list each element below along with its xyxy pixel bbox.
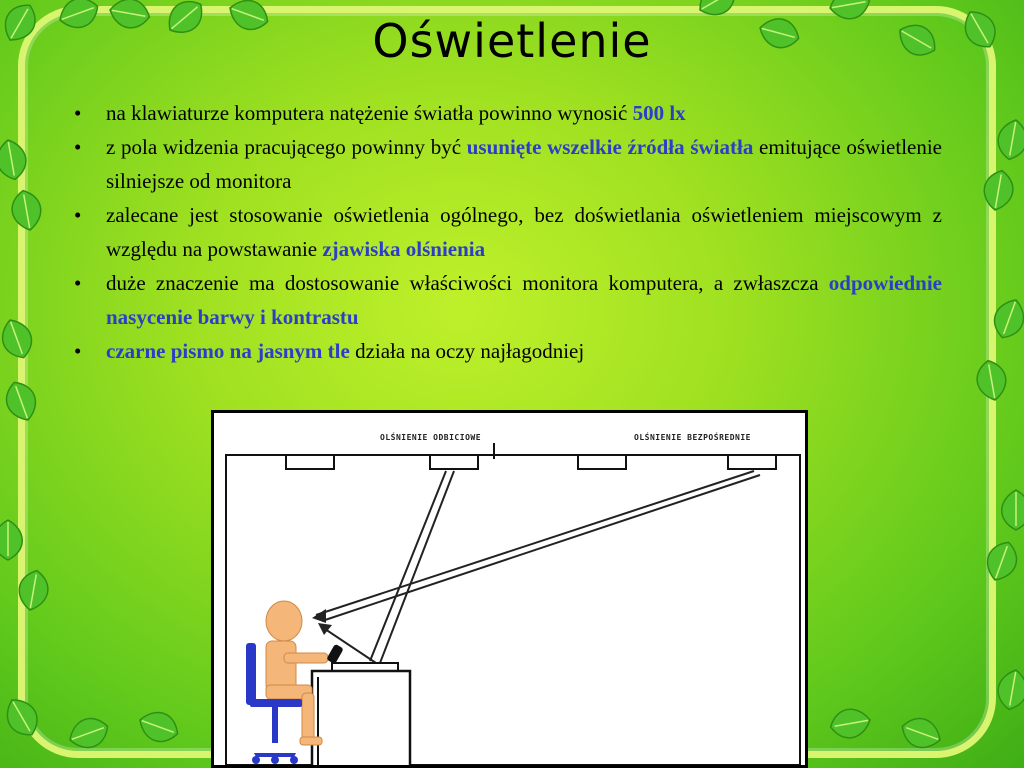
bullet-item: [72, 96, 942, 130]
bullet-item: [72, 334, 942, 368]
direct-glare-arrowhead: [312, 609, 326, 623]
reflected-ray-b: [380, 471, 454, 663]
bullet-text: działa na oczy najłagodniej: [349, 339, 585, 363]
highlighted-text: usunięte wszelkie źródła światła: [466, 135, 754, 159]
bullet-text: na klawiaturze komputera natężenie światła powinno wynosić: [106, 101, 633, 125]
glare-diagram-drawing: [214, 413, 808, 768]
highlighted-text: czarne pismo na jasnym tle: [106, 339, 350, 363]
highlighted-text: zjawiska olśnienia: [322, 237, 486, 261]
ceiling-lamp-2: [430, 455, 478, 469]
bullet-item: [72, 266, 942, 334]
bullet-dot: •: [74, 135, 82, 159]
ceiling-lamp-4: [728, 455, 776, 469]
glare-diagram: [211, 410, 808, 768]
bullet-dot: •: [74, 339, 82, 363]
bullet-text: z pola widzenia pracującego powinny być: [106, 135, 467, 159]
ceiling-lamp-3: [578, 455, 626, 469]
reflected-ray-a: [370, 471, 446, 661]
bullet-dot: •: [74, 101, 82, 125]
label-reflected-glare: OLŚNIENIE ODBICIOWE: [380, 433, 482, 442]
label-direct-glare: OLŚNIENIE BEZPOŚREDNIE: [634, 433, 751, 442]
bullet-text: zalecane jest stosowanie oświetlenia ogólnego, bez doświetlania oświetleniem miejscowym z względu na powstawanie: [106, 203, 942, 261]
bullet-text: emitujące oświetlenie silniejsze od monitora: [106, 135, 943, 193]
bullet-item: [72, 198, 942, 266]
direct-glare-ray-a: [316, 471, 754, 615]
mouse: [326, 644, 344, 665]
ceiling-lamp-1: [286, 455, 334, 469]
highlighted-text: odpowiednie nasycenie barwy i kontrastu: [106, 271, 942, 329]
bullet-dot: •: [74, 203, 82, 227]
bullet-dot: •: [74, 271, 82, 295]
desk: [312, 671, 410, 768]
slide-title: Oświetlenie: [372, 14, 652, 68]
highlighted-text: 500 lx: [632, 101, 686, 125]
bullet-list: [72, 96, 942, 368]
direct-glare-ray-b: [322, 475, 760, 621]
bullet-item: [72, 130, 942, 198]
bullet-text: duże znaczenie ma dostosowanie właściwości monitora komputera, a zwłaszcza: [106, 271, 829, 295]
